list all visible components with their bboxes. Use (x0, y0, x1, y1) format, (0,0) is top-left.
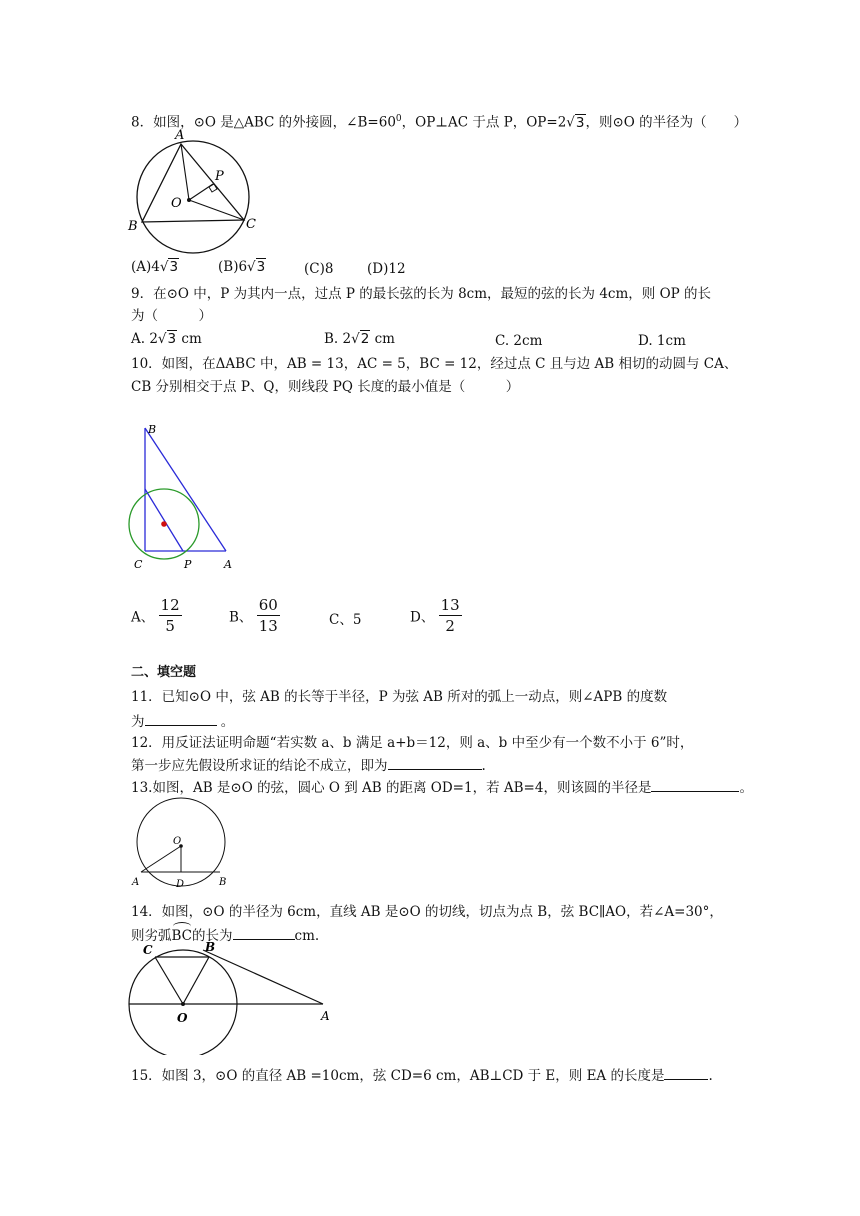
q8-degree: 0 (395, 114, 402, 124)
q9-option-a: A. 2√3 cm (131, 331, 202, 347)
q9-line1: 9．在⊙O 中，P 为其内一点，过点 P 的最长弦的长为 8cm，最短的弦的长为 4cm，则 OP 的长 (131, 286, 712, 302)
q11-line1: 11．已知⊙O 中，弦 AB 的长等于半径，P 为弦 AB 所对的弧上一动点，则∠APB 的度数 (131, 689, 668, 705)
q14-label-c: C (143, 943, 153, 957)
q13-segment-oa (141, 846, 181, 872)
q8-center-dot (187, 198, 191, 202)
q8-sqrt: √3 (566, 114, 585, 131)
q8-option-b: (B)6√3 (218, 259, 266, 275)
q9-option-b: B. 2√2 cm (324, 331, 395, 347)
q10-segment-pq (145, 489, 183, 551)
q9-line2: 为（ ） (131, 308, 212, 324)
q13-answer-blank[interactable] (651, 778, 739, 792)
q8-label-b: B (128, 219, 138, 234)
q14-figure (125, 940, 340, 1055)
q8-option-c: (C)8 (304, 261, 334, 277)
q14-label-a: A (321, 1009, 330, 1023)
q14-line1: 14．如图，⊙O 的半径为 6cm，直线 AB 是⊙O 的切线，切点为点 B，弦 BC∥AO，若∠A=30°， (131, 904, 723, 920)
q14-tangent-ab (203, 950, 323, 1004)
q9-option-d: D. 1cm (638, 333, 686, 349)
q9-option-c: C. 2cm (495, 333, 543, 349)
section-fill-in-title: 二、填空题 (131, 665, 197, 680)
q10-option-a: A、 $\frac{12}{5}$ (131, 596, 180, 635)
q14-radius-ob (183, 957, 209, 1004)
q8-figure (125, 127, 265, 257)
q14-line2: 则劣弧BC的长为 cm. (131, 928, 320, 944)
q15-answer-blank[interactable] (664, 1066, 708, 1080)
q12-line2: 第一步应先假设所求证的结论不成立，即为 . (131, 758, 486, 774)
q14-arc-bc: BC (171, 928, 193, 944)
q13-label-b: B (219, 877, 227, 888)
q14-radius-oc (155, 957, 183, 1004)
q13-label-a: A (132, 877, 140, 888)
q8-option-d: (D)12 (367, 261, 406, 277)
q14-label-o: O (177, 1011, 188, 1025)
q12-answer-blank[interactable] (388, 756, 482, 770)
q10-option-b: B、 $\frac{60}{13}$ (229, 596, 278, 635)
q10-figure (128, 423, 238, 569)
q13-figure (128, 797, 240, 893)
q10-line1: 10．如图，在ΔABC 中，AB = 13，AC = 5，BC = 12，经过点 C 且与边 AB 相切的动圆与 CA、 (131, 356, 738, 372)
q14-center-dot (181, 1002, 185, 1006)
q8-label-a: A (175, 128, 185, 143)
q10-label-c: C (134, 558, 143, 569)
q10-option-d: D、 $\frac{13}{2}$ (410, 596, 460, 635)
q10-label-a: A (224, 558, 232, 569)
q8-label-o: O (171, 196, 182, 211)
q10-center-dot (161, 521, 167, 527)
q14-answer-blank[interactable] (233, 926, 295, 940)
q14-label-b: B (205, 940, 216, 954)
q8-stem: 8．如图，⊙O 是△ABC 的外接圆，$\angle B=60^0$，OP⊥AC 于点 P，OP=2√3，则⊙O 的半径为（ ） (131, 114, 748, 131)
q13-label-o: O (173, 836, 182, 847)
q13-label-d: D (176, 879, 185, 890)
q8-triangle-abc (142, 144, 244, 222)
q10-label-p: P (184, 558, 192, 569)
q11-line2: 为 。 (131, 714, 235, 730)
q10-label-b: B (148, 423, 157, 436)
q13-line: 13.如图，AB 是⊙O 的弦，圆心 O 到 AB 的距离 OD=1，若 AB=4，则该圆的半径是 。 (131, 780, 753, 796)
q12-line1: 12．用反证法证明命题“若实数 a、b 满足 a+b＝12，则 a、b 中至少有一个数不小于 6”时， (131, 735, 694, 751)
q11-answer-blank[interactable] (145, 712, 217, 726)
q8-label-p: P (215, 169, 224, 184)
q10-line2: CB 分别相交于点 P、Q，则线段 PQ 长度的最小值是（ ） (131, 379, 520, 395)
q10-option-c: C、5 (329, 612, 362, 628)
q8-option-a: (A)4√3 (131, 259, 179, 275)
q15-line: 15．如图 3，⊙O 的直径 AB =10cm，弦 CD=6 cm，AB⊥CD 于 E，则 EA 的长度是 . (131, 1068, 713, 1084)
q8-label-c: C (246, 217, 256, 232)
